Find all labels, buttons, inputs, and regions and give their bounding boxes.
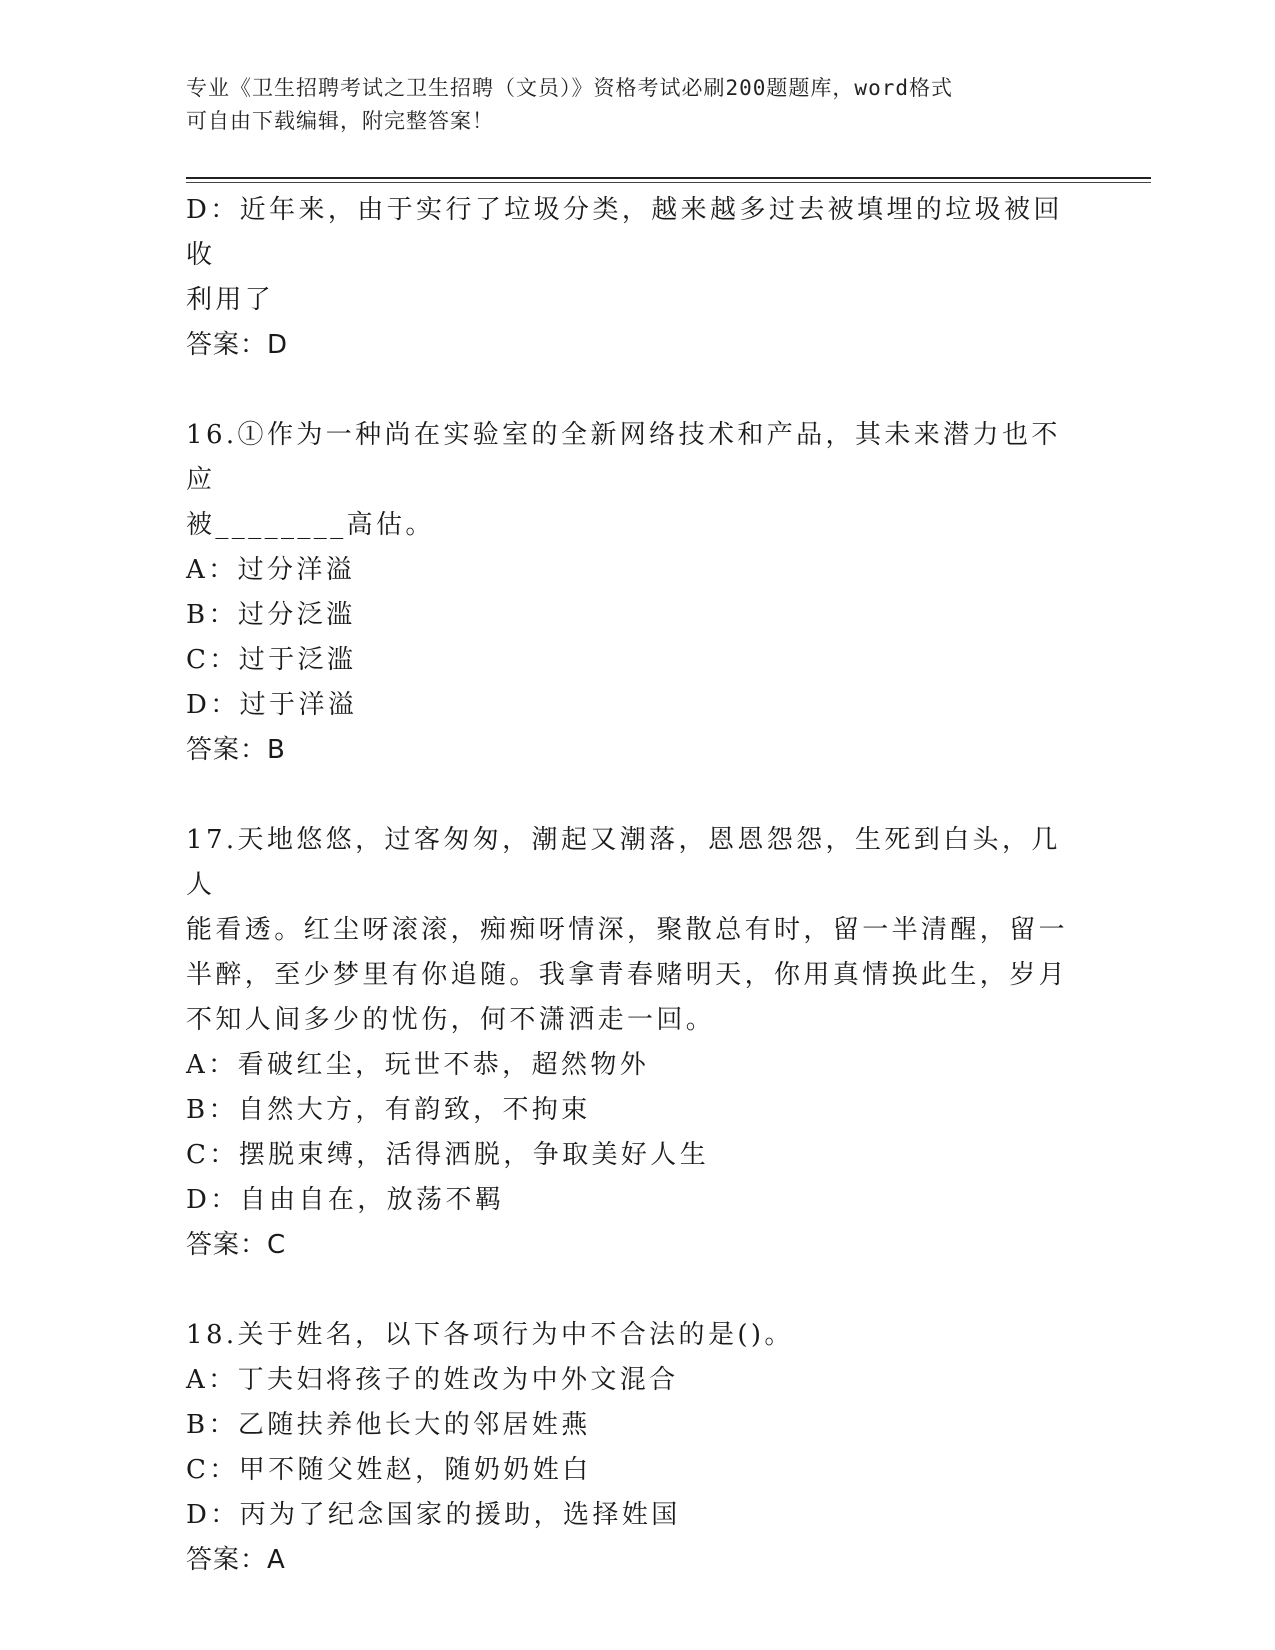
previous-question-tail: [186, 188, 1071, 368]
option-d: D：自由自在，放荡不羁: [186, 1185, 505, 1215]
option-b: B：乙随扶养他长大的邻居姓燕: [186, 1410, 591, 1440]
option-d: D：丙为了纪念国家的援助，选择姓国: [186, 1500, 681, 1530]
document-header: [186, 72, 1066, 138]
answer-line: 答案：D: [186, 330, 289, 360]
option-d-continued: 利用了: [186, 285, 275, 315]
header-divider-thick: [186, 177, 1151, 179]
question-18: [186, 1313, 1071, 1583]
option-d: D：近年来，由于实行了垃圾分类，越来越多过去被填埋的垃圾被回收: [186, 195, 1063, 270]
question-17: [186, 818, 1071, 1268]
option-d: D：过于洋溢: [186, 690, 358, 720]
question-stem: 半醉，至少梦里有你追随。我拿青春赌明天，你用真情换此生，岁月: [186, 960, 1069, 990]
spacer: [186, 1268, 1071, 1313]
answer-line: 答案：A: [186, 1545, 286, 1575]
question-stem: 能看透。红尘呀滚滚，痴痴呀情深，聚散总有时，留一半清醒，留一: [186, 915, 1069, 945]
question-stem: 不知人间多少的忧伤，何不潇洒走一回。: [186, 1005, 716, 1035]
header-divider-thin: [186, 182, 1151, 183]
answer-line: 答案：C: [186, 1230, 287, 1260]
option-a: A：看破红尘，玩世不恭，超然物外: [186, 1050, 650, 1080]
spacer: [186, 368, 1071, 413]
option-c: C：摆脱束缚，活得洒脱，争取美好人生: [186, 1140, 710, 1170]
question-stem: 17.天地悠悠，过客匆匆，潮起又潮落，恩恩怨怨，生死到白头，几人: [186, 825, 1061, 900]
question-16: [186, 413, 1071, 773]
question-stem: 被________高估。: [186, 510, 435, 540]
option-b: B：过分泛滥: [186, 600, 356, 630]
answer-line: 答案：B: [186, 735, 286, 765]
question-stem: 16.①作为一种尚在实验室的全新网络技术和产品，其未来潜力也不应: [186, 420, 1061, 495]
spacer: [186, 773, 1071, 818]
question-stem: 18.关于姓名，以下各项行为中不合法的是()。: [186, 1320, 794, 1350]
header-line-2: 可自由下载编辑，附完整答案！: [186, 109, 494, 133]
option-c: C：甲不随父姓赵，随奶奶姓白: [186, 1455, 592, 1485]
question-content: [186, 188, 1071, 1583]
option-c: C：过于泛滥: [186, 645, 357, 675]
option-a: A：过分洋溢: [186, 555, 356, 585]
option-b: B：自然大方，有韵致，不拘束: [186, 1095, 591, 1125]
header-line-1: 专业《卫生招聘考试之卫生招聘（文员）》资格考试必刷200题题库，word格式: [186, 76, 953, 100]
option-a: A：丁夫妇将孩子的姓改为中外文混合: [186, 1365, 679, 1395]
